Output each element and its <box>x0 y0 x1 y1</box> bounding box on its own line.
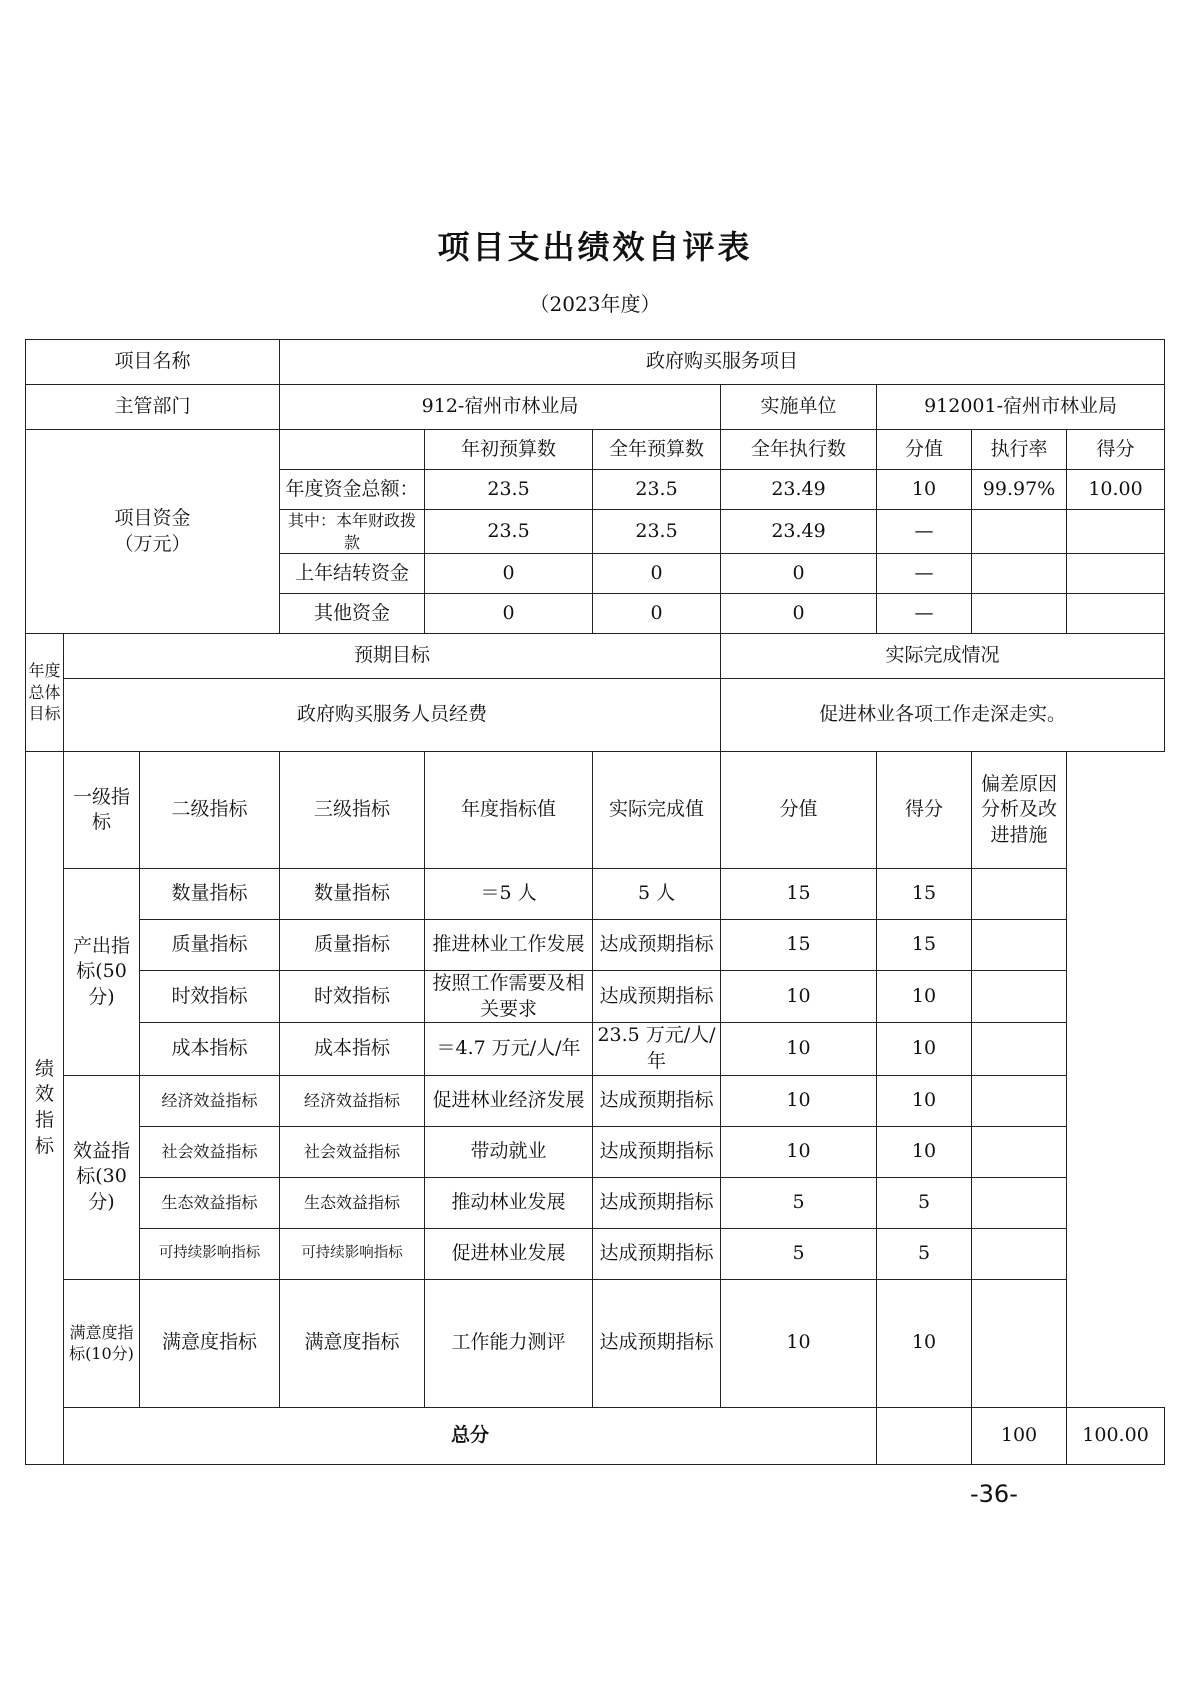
department-label: 主管部门 <box>26 385 280 430</box>
funds-header-row <box>26 430 1165 470</box>
page-number: -36- <box>970 1480 1018 1508</box>
indicator-level3: 生态效益指标 <box>280 1177 425 1228</box>
total-score: 100.00 <box>1067 1407 1165 1464</box>
funds-cell: — <box>877 594 972 634</box>
funds-cell: 0 <box>721 554 877 594</box>
indicator-target: ＝5 人 <box>425 869 593 920</box>
indicator-score: 5 <box>877 1177 972 1228</box>
funds-cell: 23.5 <box>425 470 593 510</box>
indicator-level3: 质量指标 <box>280 920 425 971</box>
funds-cell <box>972 510 1067 554</box>
indicator-group-output: 产出指标(50分) <box>64 869 140 1076</box>
total-score-value: 100 <box>972 1407 1067 1464</box>
indicator-note <box>972 971 1067 1023</box>
indicator-row <box>26 1075 1165 1126</box>
indicators-header-actual: 实际完成值 <box>593 752 721 869</box>
indicator-note <box>972 920 1067 971</box>
indicator-score-value: 10 <box>721 1279 877 1407</box>
funds-row-label: 年度资金总额： <box>280 470 425 510</box>
funds-row-label: 其中：本年财政拨款 <box>280 510 425 554</box>
funds-cell: 0 <box>425 594 593 634</box>
indicator-actual: 达成预期指标 <box>593 920 721 971</box>
goals-actual-value: 促进林业各项工作走深走实。 <box>721 679 1165 752</box>
indicator-score: 10 <box>877 1126 972 1177</box>
indicator-level3: 可持续影响指标 <box>280 1228 425 1279</box>
indicator-score: 15 <box>877 869 972 920</box>
indicator-target: 推进林业工作发展 <box>425 920 593 971</box>
indicator-score: 10 <box>877 1075 972 1126</box>
indicator-row <box>26 971 1165 1023</box>
indicator-level2: 生态效益指标 <box>140 1177 280 1228</box>
indicator-group-benefit: 效益指标(30分) <box>64 1075 140 1279</box>
indicator-row <box>26 920 1165 971</box>
indicator-score-value: 5 <box>721 1177 877 1228</box>
indicator-note <box>972 1023 1067 1075</box>
department-value: 912-宿州市林业局 <box>280 385 721 430</box>
funds-header-execution-rate: 执行率 <box>972 430 1067 470</box>
indicator-actual: 达成预期指标 <box>593 1075 721 1126</box>
indicator-level3: 成本指标 <box>280 1023 425 1075</box>
indicator-score-value: 10 <box>721 1023 877 1075</box>
funds-cell: — <box>877 554 972 594</box>
implementing-unit-value: 912001-宿州市林业局 <box>877 385 1165 430</box>
indicator-actual: 达成预期指标 <box>593 1228 721 1279</box>
funds-cell: 0 <box>721 594 877 634</box>
funds-cell: 23.49 <box>721 470 877 510</box>
goals-value-row <box>26 679 1165 752</box>
implementing-unit-label: 实施单位 <box>721 385 877 430</box>
project-name-label: 项目名称 <box>26 340 280 385</box>
funds-label-line2: （万元） <box>114 532 191 555</box>
indicator-level2: 可持续影响指标 <box>140 1228 280 1279</box>
indicator-target: 工作能力测评 <box>425 1279 593 1407</box>
funds-header-executed: 全年执行数 <box>721 430 877 470</box>
funds-cell <box>1067 510 1165 554</box>
document-subtitle: （2023年度） <box>529 292 661 316</box>
funds-label <box>26 430 280 634</box>
indicator-note <box>972 1279 1067 1407</box>
department-row <box>26 385 1165 430</box>
funds-cell: 0 <box>425 554 593 594</box>
indicator-score: 15 <box>877 920 972 971</box>
indicator-actual: 5 人 <box>593 869 721 920</box>
funds-cell <box>1067 594 1165 634</box>
indicator-level2: 经济效益指标 <box>140 1075 280 1126</box>
indicator-level2: 数量指标 <box>140 869 280 920</box>
indicator-score-value: 10 <box>721 1075 877 1126</box>
funds-cell: 0 <box>593 594 721 634</box>
indicator-score: 10 <box>877 971 972 1023</box>
indicator-target: 按照工作需要及相关要求 <box>425 971 593 1023</box>
funds-cell: 23.49 <box>721 510 877 554</box>
indicators-header-level3: 三级指标 <box>280 752 425 869</box>
indicator-level3: 满意度指标 <box>280 1279 425 1407</box>
funds-cell: 99.97% <box>972 470 1067 510</box>
funds-cell: 23.5 <box>593 510 721 554</box>
goals-expected-value: 政府购买服务人员经费 <box>64 679 721 752</box>
indicator-actual: 达成预期指标 <box>593 971 721 1023</box>
indicator-note <box>972 869 1067 920</box>
indicators-header-score: 得分 <box>877 752 972 869</box>
funds-header-score-value: 分值 <box>877 430 972 470</box>
goals-actual-header: 实际完成情况 <box>721 634 1165 679</box>
indicator-score-value: 15 <box>721 920 877 971</box>
project-name-value: 政府购买服务项目 <box>280 340 1165 385</box>
indicator-level2: 时效指标 <box>140 971 280 1023</box>
funds-header-score: 得分 <box>1067 430 1165 470</box>
indicators-header-target: 年度指标值 <box>425 752 593 869</box>
funds-cell <box>972 554 1067 594</box>
funds-cell: — <box>877 510 972 554</box>
indicators-header-level1: 一级指标 <box>64 752 140 869</box>
indicator-score: 10 <box>877 1023 972 1075</box>
funds-cell: 10 <box>877 470 972 510</box>
indicator-target: ＝4.7 万元/人/年 <box>425 1023 593 1075</box>
funds-cell: 10.00 <box>1067 470 1165 510</box>
indicator-row <box>26 1228 1165 1279</box>
funds-row-label: 其他资金 <box>280 594 425 634</box>
indicator-level3: 数量指标 <box>280 869 425 920</box>
funds-cell <box>1067 554 1165 594</box>
total-label: 总分 <box>64 1407 877 1464</box>
indicator-row <box>26 1023 1165 1075</box>
indicator-score-value: 10 <box>721 1126 877 1177</box>
total-actual <box>877 1407 972 1464</box>
indicator-actual: 达成预期指标 <box>593 1177 721 1228</box>
indicators-header-deviation: 偏差原因分析及改进措施 <box>972 752 1067 869</box>
indicator-note <box>972 1177 1067 1228</box>
indicator-level2: 社会效益指标 <box>140 1126 280 1177</box>
indicators-header-level2: 二级指标 <box>140 752 280 869</box>
goals-expected-header: 预期目标 <box>64 634 721 679</box>
indicator-score: 5 <box>877 1228 972 1279</box>
indicators-header-score-value: 分值 <box>721 752 877 869</box>
document-title: 项目支出绩效自评表 <box>437 228 753 266</box>
indicator-level2: 满意度指标 <box>140 1279 280 1407</box>
indicator-score-value: 15 <box>721 869 877 920</box>
funds-header-annual-budget: 全年预算数 <box>593 430 721 470</box>
indicator-row <box>26 1279 1165 1407</box>
indicator-level3: 社会效益指标 <box>280 1126 425 1177</box>
goals-header-row <box>26 634 1165 679</box>
indicator-actual: 达成预期指标 <box>593 1279 721 1407</box>
indicator-target: 带动就业 <box>425 1126 593 1177</box>
indicator-actual: 23.5 万元/人/年 <box>593 1023 721 1075</box>
funds-cell <box>972 594 1067 634</box>
indicator-score: 10 <box>877 1279 972 1407</box>
funds-header-empty <box>280 430 425 470</box>
indicators-side-label: 绩效指标 <box>26 752 64 1465</box>
indicator-level2: 成本指标 <box>140 1023 280 1075</box>
indicator-row <box>26 869 1165 920</box>
self-evaluation-table <box>25 339 1165 1465</box>
indicator-score-value: 5 <box>721 1228 877 1279</box>
indicator-note <box>972 1075 1067 1126</box>
indicator-group-satisfaction: 满意度指标(10分) <box>64 1279 140 1407</box>
indicator-row <box>26 1177 1165 1228</box>
project-name-row <box>26 340 1165 385</box>
total-row <box>26 1407 1165 1464</box>
indicator-actual: 达成预期指标 <box>593 1126 721 1177</box>
indicator-target: 推动林业发展 <box>425 1177 593 1228</box>
funds-row-label: 上年结转资金 <box>280 554 425 594</box>
indicator-level2: 质量指标 <box>140 920 280 971</box>
indicator-score-value: 10 <box>721 971 877 1023</box>
indicator-row <box>26 1126 1165 1177</box>
funds-cell: 23.5 <box>425 510 593 554</box>
funds-header-initial-budget: 年初预算数 <box>425 430 593 470</box>
funds-label-line1: 项目资金 <box>114 506 191 529</box>
indicator-note <box>972 1228 1067 1279</box>
indicator-note <box>972 1126 1067 1177</box>
indicators-header-row <box>26 752 1165 869</box>
goals-side-label: 年度总体目标 <box>26 634 64 752</box>
indicator-level3: 时效指标 <box>280 971 425 1023</box>
indicator-target: 促进林业发展 <box>425 1228 593 1279</box>
indicator-target: 促进林业经济发展 <box>425 1075 593 1126</box>
funds-cell: 23.5 <box>593 470 721 510</box>
indicator-level3: 经济效益指标 <box>280 1075 425 1126</box>
funds-cell: 0 <box>593 554 721 594</box>
